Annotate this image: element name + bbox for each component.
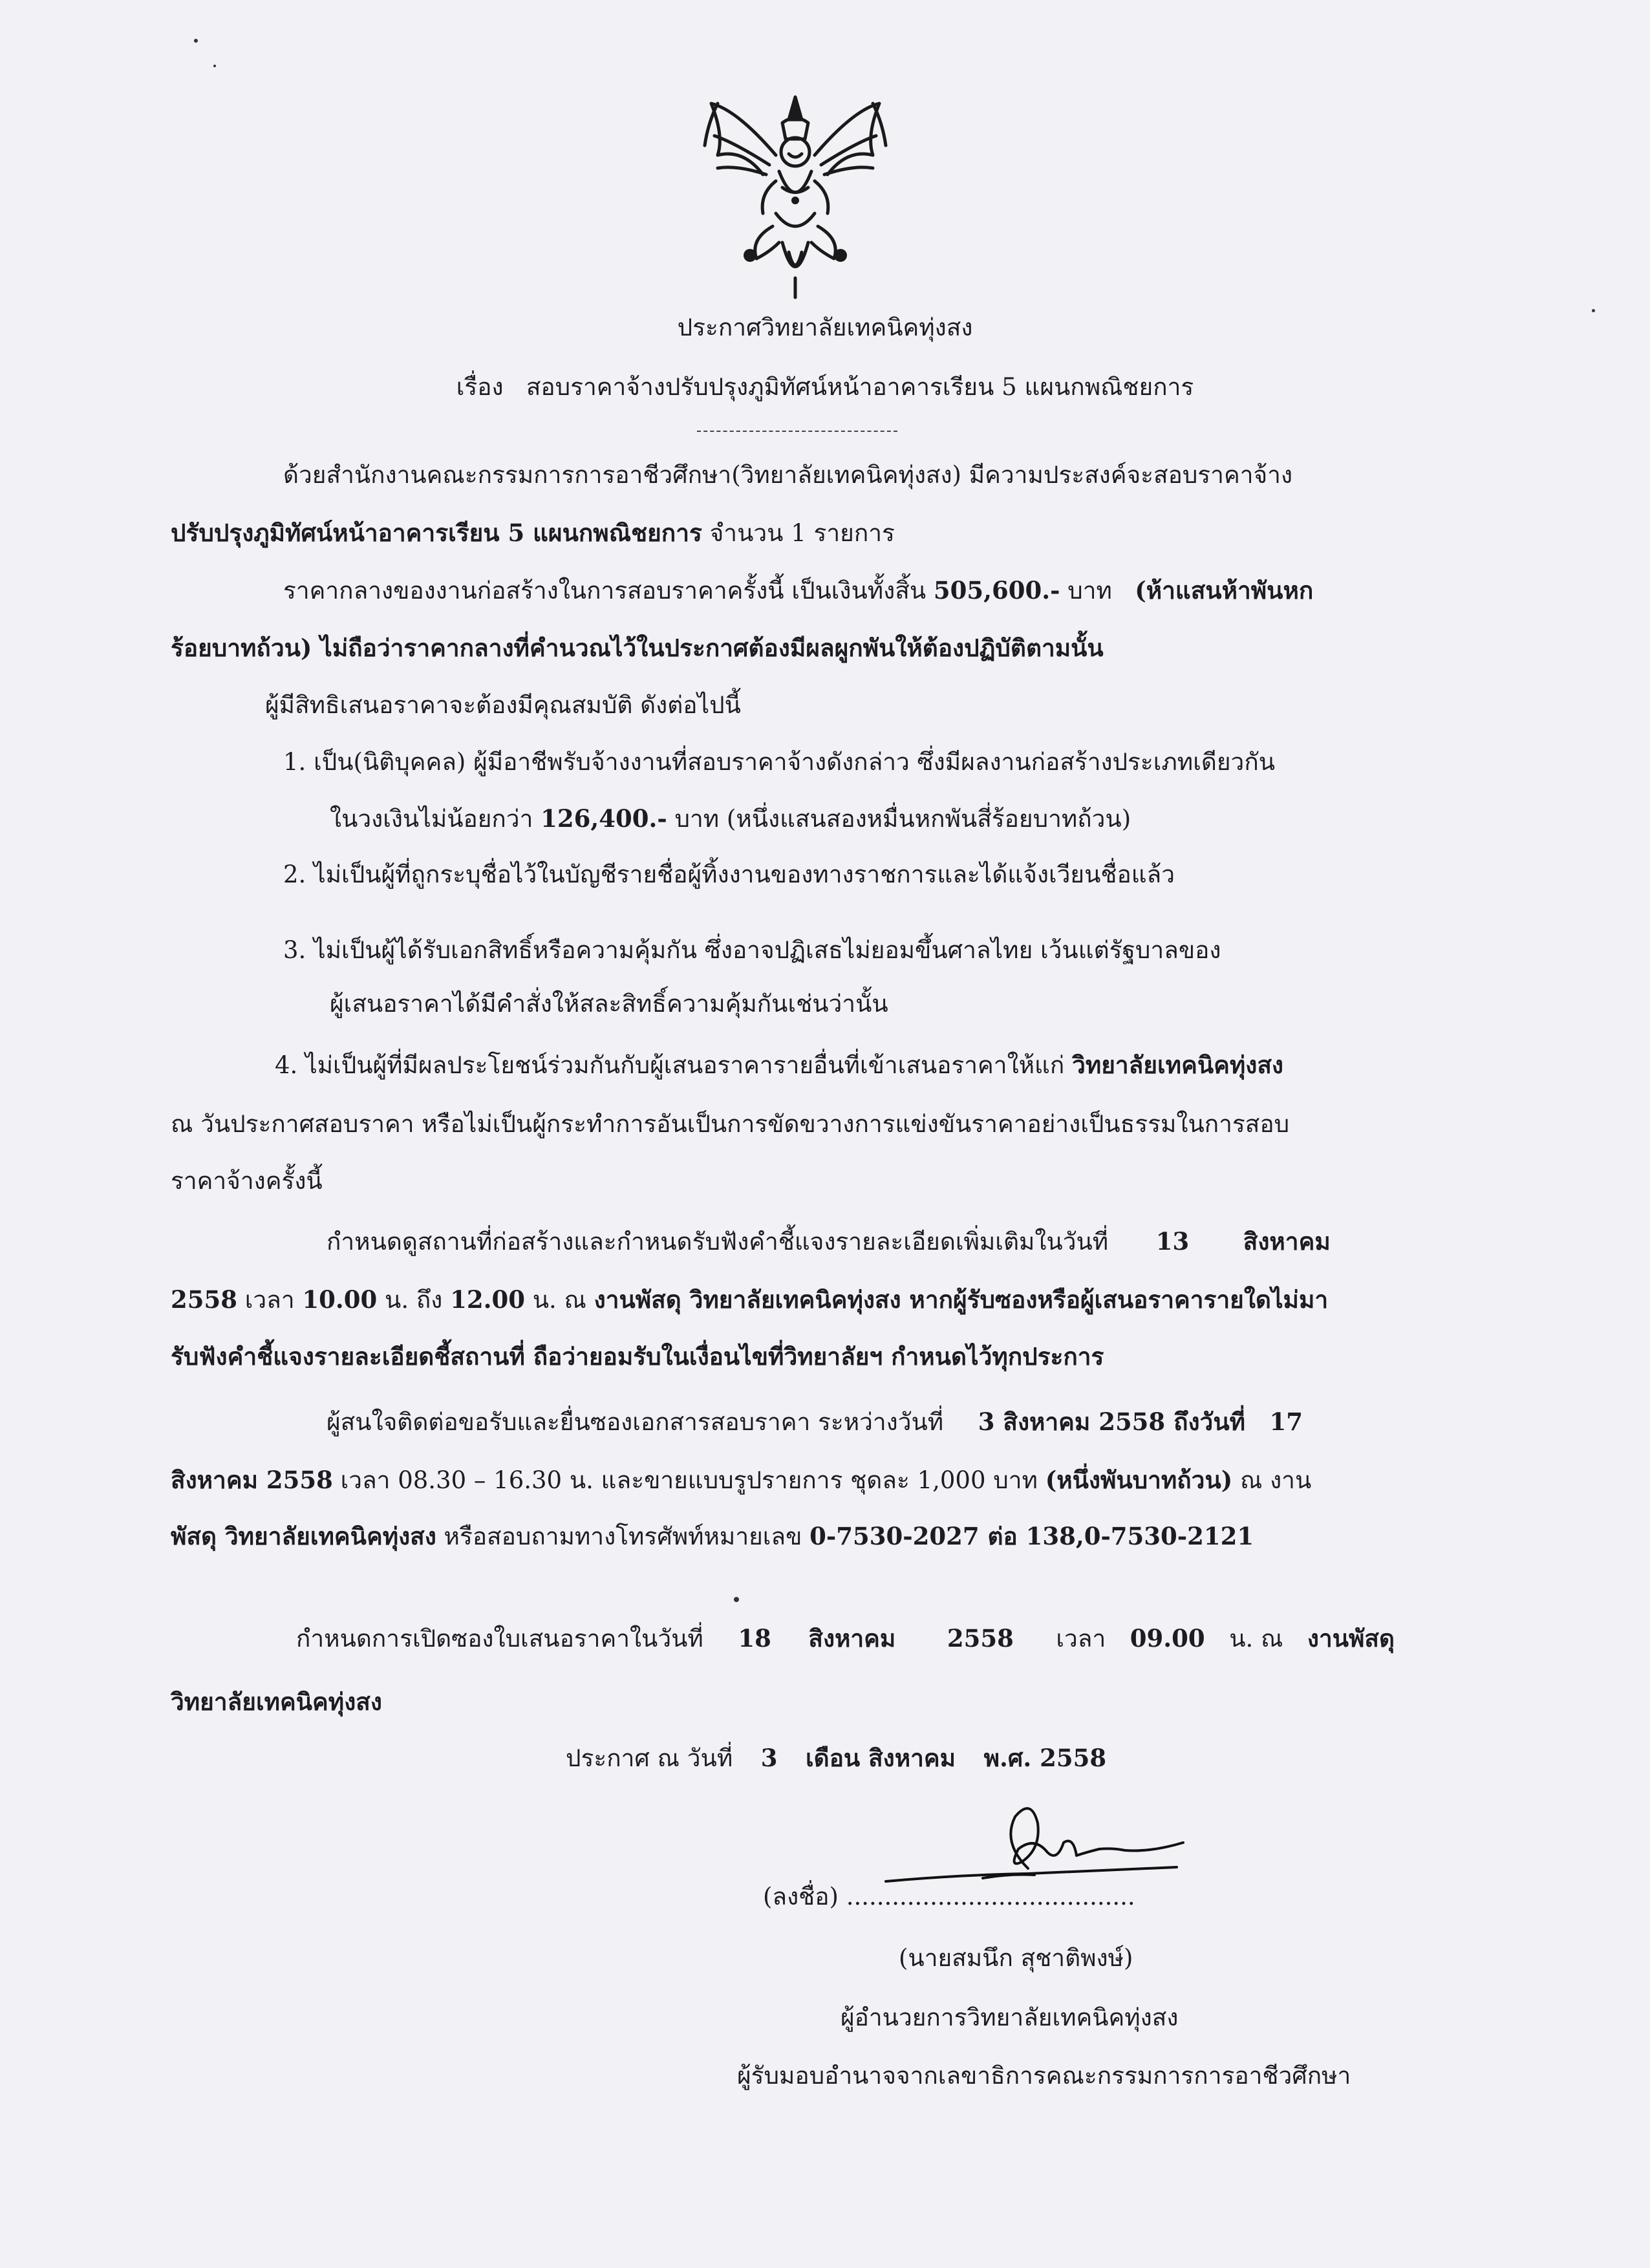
contact-at: ณ งาน	[1232, 1466, 1312, 1494]
site-location: งานพัสดุ วิทยาลัยเทคนิคทุ่งสง หากผู้รับซองหรือผู้เสนอราคารายใดไม่มา	[594, 1285, 1329, 1314]
site-month: สิงหาคม	[1243, 1227, 1331, 1256]
qual1-amount: 126,400.-	[541, 804, 667, 833]
intro-line-1: ด้วยสำนักงานคณะกรรมการการอาชีวศึกษา(วิทยาลัยเทคนิคทุ่งสง) มีความประสงค์จะสอบราคาจ้าง	[283, 461, 1293, 489]
contact-start-date: 3 สิงหาคม 2558	[978, 1407, 1166, 1436]
project-name: ปรับปรุงภูมิทัศน์หน้าอาคารเรียน 5 แผนกพณิชยการ	[171, 519, 702, 547]
qualification-4-line-2: ณ วันประกาศสอบราคา หรือไม่เป็นผู้กระทำการอันเป็นการขัดขวางการแข่งขันราคาอย่างเป็นธรรมในการสอบ	[171, 1110, 1290, 1138]
contact-intro: ผู้สนใจติดต่อขอรับและยื่นซองเอกสารสอบราคา ระหว่างวันที่	[327, 1408, 944, 1436]
title-divider	[697, 431, 897, 432]
opening-intro: กำหนดการเปิดซองใบเสนอราคาในวันที่	[296, 1625, 703, 1653]
contact-phone-label: หรือสอบถามทางโทรศัพท์หมายเลข	[436, 1523, 810, 1550]
intro-line-2	[171, 516, 895, 550]
price-line-1	[283, 573, 1313, 608]
signer-authority: ผู้รับมอบอำนาจจากเลขาธิการคณะกรรมการการอาชีวศึกษา	[737, 2062, 1351, 2090]
price-intro: ราคากลางของงานก่อสร้างในการสอบราคาครั้งนี้ เป็นเงินทั้งสิ้น	[283, 577, 927, 604]
site-day: 13	[1155, 1227, 1190, 1256]
opening-time-unit: น. ณ	[1229, 1625, 1283, 1653]
site-time-mid: น. ถึง	[377, 1286, 451, 1314]
project-quantity: จำนวน 1 รายการ	[702, 519, 895, 547]
opening-line-2: วิทยาลัยเทคนิคทุ่งสง	[171, 1687, 382, 1716]
signer-title: ผู้อำนวยการวิทยาลัยเทคนิคทุ่งสง	[841, 2004, 1179, 2031]
announcement-subject	[0, 370, 1650, 404]
announcement-title: ประกาศวิทยาลัยเทคนิคทุ่งสง	[677, 314, 973, 341]
scan-speck	[734, 1597, 739, 1602]
announce-intro: ประกาศ ณ วันที่	[566, 1744, 733, 1772]
qual4-intro: 4. ไม่เป็นผู้ที่มีผลประโยชน์ร่วมกันกับผู้เสนอราคารายอื่นที่เข้าเสนอราคาให้แก่	[275, 1051, 1065, 1079]
site-time-label: เวลา	[237, 1286, 303, 1314]
opening-time: 09.00	[1130, 1624, 1205, 1653]
site-line-2	[171, 1283, 1328, 1317]
scan-speck	[194, 39, 198, 43]
qualification-1-line-2	[330, 802, 1131, 836]
contact-line-1	[327, 1405, 1303, 1439]
site-time-end: 12.00	[450, 1285, 525, 1314]
contact-office: พัสดุ วิทยาลัยเทคนิคทุ่งสง	[171, 1522, 436, 1550]
announce-year: พ.ศ. 2558	[983, 1744, 1107, 1772]
announce-month: เดือน สิงหาคม	[806, 1744, 956, 1772]
announce-date-line	[566, 1741, 1106, 1775]
site-line-3: รับฟังคำชี้แจงรายละเอียดชี้สถานที่ ถือว่ายอมรับในเงื่อนไขที่วิทยาลัยฯ กำหนดไว้ทุกประการ	[171, 1342, 1104, 1371]
contact-until: ถึงวันที่	[1165, 1407, 1245, 1436]
site-intro: กำหนดดูสถานที่ก่อสร้างและกำหนดรับฟังคำชี้แจงรายละเอียดเพิ่มเติมในวันที่	[327, 1228, 1109, 1256]
opening-line-1	[296, 1621, 1395, 1656]
contact-hours: เวลา 08.30 – 16.30 น. และขายแบบรูปรายการ ชุดละ 1,000 บาท	[332, 1466, 1038, 1494]
qual1-words: บาท (หนึ่งแสนสองหมื่นหกพันสี่ร้อยบาทถ้วน)	[667, 805, 1131, 833]
site-loc-prefix: น. ณ	[524, 1286, 594, 1314]
contact-end-month: สิงหาคม 2558	[171, 1466, 333, 1494]
opening-month: สิงหาคม	[808, 1624, 896, 1653]
price-words: (ห้าแสนห้าพันหก	[1135, 576, 1314, 604]
qualification-4-line-1	[275, 1048, 1283, 1082]
qualification-1-line-1: 1. เป็น(นิติบุคคล) ผู้มีอาชีพรับจ้างงานที่สอบราคาจ้างดังกล่าว ซึ่งมีผลงานก่อสร้างประเภทเดียวกัน	[283, 748, 1276, 776]
contact-end-day: 17	[1269, 1407, 1303, 1436]
site-year: 2558	[171, 1285, 237, 1314]
opening-day: 18	[738, 1624, 771, 1653]
opening-time-label: เวลา	[1056, 1625, 1106, 1653]
contact-line-2	[171, 1463, 1311, 1497]
contact-line-3	[171, 1519, 1254, 1554]
announce-day: 3	[760, 1744, 778, 1772]
contact-price-words: (หนึ่งพันบาทถ้วน)	[1045, 1466, 1233, 1494]
site-time-start: 10.00	[302, 1285, 378, 1314]
price-line-2: ร้อยบาทถ้วน) ไม่ถือว่าราคากลางที่คำนวณไว้ในประกาศต้องมีผลผูกพันให้ต้องปฏิบัติตามนั้น	[171, 634, 1104, 662]
qualification-4-line-3: ราคาจ้างครั้งนี้	[171, 1167, 323, 1195]
price-amount: 505,600.-	[933, 576, 1060, 604]
qualification-3-line-2: ผู้เสนอราคาได้มีคำสั่งให้สละสิทธิ์ความคุ้มกันเช่นว่านั้น	[330, 990, 888, 1018]
college-name: วิทยาลัยเทคนิคทุ่งสง	[1072, 1051, 1283, 1079]
signer-name: (นายสมนึก สุชาติพงษ์)	[899, 1944, 1133, 1972]
contact-phone: 0-7530-2027 ต่อ 138,0-7530-2121	[809, 1522, 1254, 1550]
opening-location: งานพัสดุ	[1307, 1624, 1395, 1653]
signature-line: (ลงชื่อ) ......................................	[763, 1883, 1135, 1910]
subject-text: สอบราคาจ้างปรับปรุงภูมิทัศน์หน้าอาคารเรียน 5 แผนกพณิชยการ	[526, 373, 1194, 401]
scan-speck	[213, 65, 216, 67]
qualifications-intro: ผู้มีสิทธิเสนอราคาจะต้องมีคุณสมบัติ ดังต่อไปนี้	[265, 691, 741, 719]
site-line-1	[327, 1225, 1331, 1259]
garuda-emblem-icon	[698, 84, 892, 304]
scan-speck	[1592, 309, 1595, 312]
subject-label: เรื่อง	[456, 373, 504, 401]
qual1-intro: ในวงเงินไม่น้อยกว่า	[330, 805, 533, 833]
price-unit: บาท	[1067, 577, 1112, 604]
opening-year: 2558	[947, 1624, 1014, 1653]
qualification-2: 2. ไม่เป็นผู้ที่ถูกระบุชื่อไว้ในบัญชีรายชื่อผู้ทิ้งงานของทางราชการและได้แจ้งเวียนชื่อแล้ว	[283, 861, 1175, 888]
qualification-3-line-1: 3. ไม่เป็นผู้ได้รับเอกสิทธิ์หรือความคุ้มกัน ซึ่งอาจปฏิเสธไม่ยอมขึ้นศาลไทย เว้นแต่รัฐบาลของ	[283, 936, 1221, 964]
